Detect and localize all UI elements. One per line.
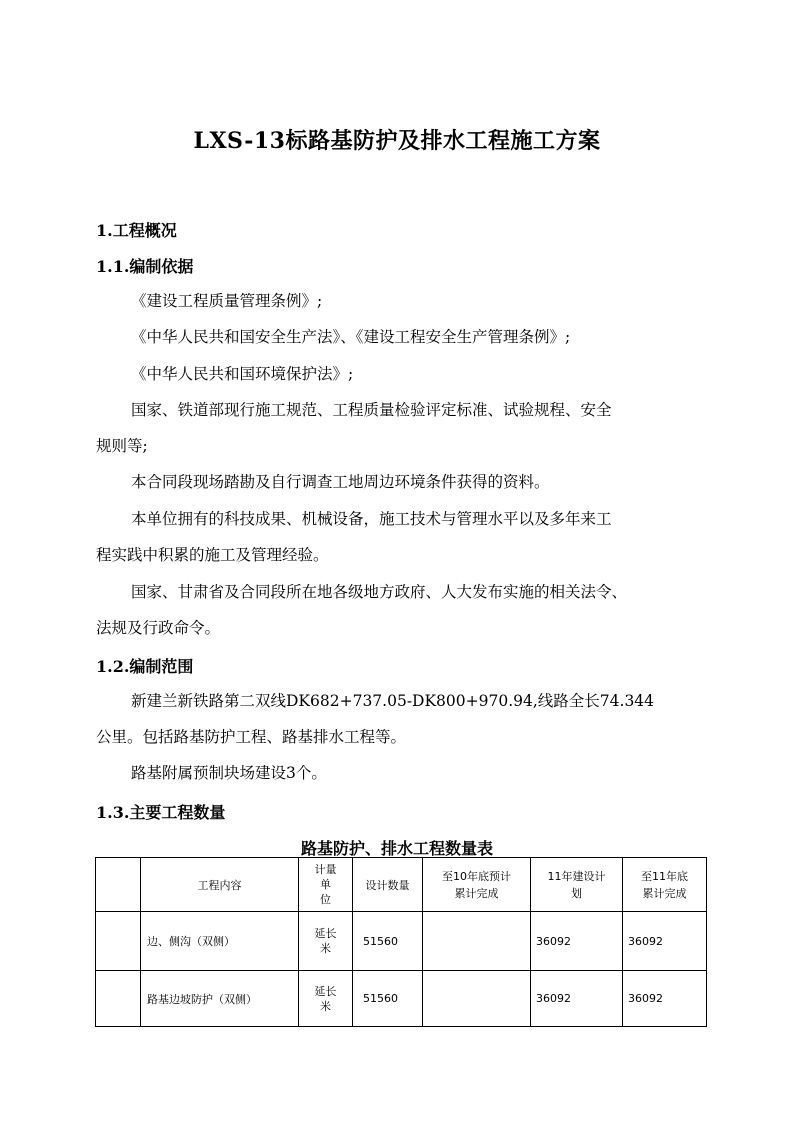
- row-prev: [423, 971, 531, 1027]
- row-prev: [423, 912, 531, 971]
- basis-item-2: 《中华人民共和国安全生产法》、《建设工程安全生产管理条例》;: [131, 328, 571, 346]
- table-row: [96, 912, 707, 971]
- header-prev: 至10年底预计 累计完成: [423, 858, 531, 912]
- basis-item-6-line-1: 本单位拥有的科技成果、机械设备，施工技术与管理水平以及多年来工: [131, 510, 612, 528]
- row-content: 路基边坡防护（双侧）: [141, 971, 299, 1027]
- row-cum: 36092: [623, 912, 707, 971]
- scope-line-1: 新建兰新铁路第二双线DK682+737.05-DK800+970.94,线路全长74.344: [131, 692, 655, 710]
- basis-item-5: 本合同段现场踏勘及自行调查工地周边环境条件获得的资料。: [131, 473, 550, 491]
- section-heading-1-1: 1.1.编制依据: [96, 257, 194, 276]
- quantity-table: [95, 857, 707, 1027]
- row-design: 51560: [353, 912, 423, 971]
- basis-item-4-line-2: 规则等;: [96, 437, 148, 455]
- document-title: LXS-13标路基防护及排水工程施工方案: [193, 128, 601, 154]
- basis-item-1: 《建设工程质量管理条例》;: [131, 292, 323, 310]
- scope-line-2: 公里。包括路基防护工程、路基排水工程等。: [96, 728, 407, 746]
- row-plan: 36092: [531, 971, 623, 1027]
- table-cell-blank: [96, 912, 141, 971]
- table-header-row: [96, 858, 707, 912]
- row-content: 边、侧沟（双侧）: [141, 912, 299, 971]
- header-unit: 计量 单 位: [299, 858, 353, 912]
- scope-line-3: 路基附属预制块场建设3个。: [131, 764, 327, 782]
- table-cell-blank: [96, 971, 141, 1027]
- table-cell-blank: [96, 858, 141, 912]
- row-plan: 36092: [531, 912, 623, 971]
- row-unit: 延长 米: [299, 971, 353, 1027]
- basis-item-4-line-1: 国家、铁道部现行施工规范、工程质量检验评定标准、试验规程、安全: [131, 401, 612, 419]
- basis-item-3: 《中华人民共和国环境保护法》;: [131, 365, 354, 383]
- row-cum: 36092: [623, 971, 707, 1027]
- row-design: 51560: [353, 971, 423, 1027]
- table-caption: 路基防护、排水工程数量表: [300, 839, 493, 858]
- header-cum: 至11年底 累计完成: [623, 858, 707, 912]
- section-heading-1-2: 1.2.编制范围: [96, 657, 194, 676]
- basis-item-7-line-1: 国家、甘肃省及合同段所在地各级地方政府、人大发布实施的相关法令、: [131, 583, 628, 601]
- row-unit: 延长 米: [299, 912, 353, 971]
- table-row: [96, 971, 707, 1027]
- basis-item-7-line-2: 法规及行政命令。: [96, 619, 221, 637]
- section-heading-1-3: 1.3.主要工程数量: [96, 803, 226, 822]
- basis-item-6-line-2: 程实践中积累的施工及管理经验。: [96, 546, 329, 564]
- header-plan: 11年建设计 划: [531, 858, 623, 912]
- header-content: 工程内容: [141, 858, 299, 912]
- section-heading-1: 1.工程概况: [96, 221, 177, 240]
- header-design: 设计数量: [353, 858, 423, 912]
